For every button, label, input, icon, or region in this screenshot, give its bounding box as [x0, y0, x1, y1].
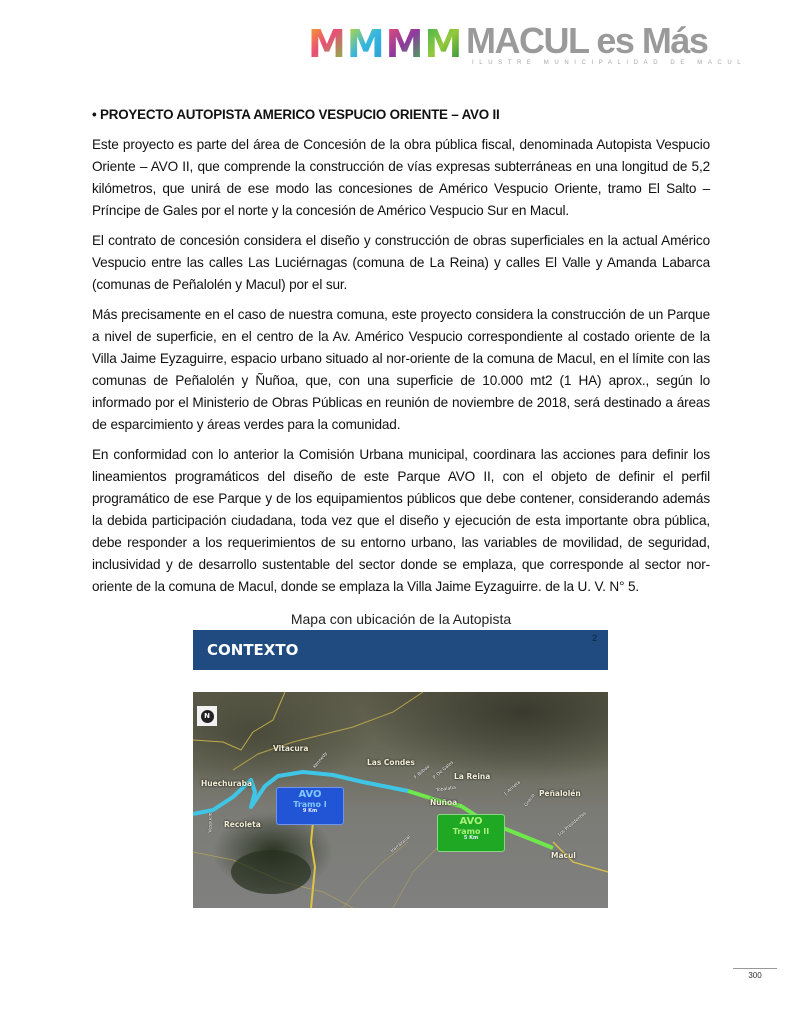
footer-divider [733, 968, 777, 969]
map-label-nunoa: Ñuñoa [430, 798, 458, 807]
context-title: CONTEXTO [207, 641, 299, 659]
street-label: Grecia [524, 793, 537, 808]
street-label: Vespucio [208, 812, 214, 833]
logo-wordmark: MACUL es Más [466, 20, 708, 61]
tramo-2-length: 5 Km [463, 834, 479, 841]
compass-icon: N [197, 706, 217, 726]
logo-letter: M [385, 22, 423, 66]
tramo-2-badge [437, 814, 505, 852]
tramo-1-name: Tramo I [293, 799, 327, 809]
logo-mark [308, 22, 462, 66]
street-label: J. Arrieta [503, 780, 522, 797]
street-label: Los Presidentes [557, 811, 588, 838]
section-heading: • PROYECTO AUTOPISTA AMERICO VESPUCIO ORIENTE – AVO II [92, 107, 500, 122]
street-label: P. De Gales [432, 760, 455, 781]
map-label-la-reina: La Reina [454, 772, 491, 781]
map-label-recoleta: Recoleta [224, 820, 261, 829]
street-label: Kennedy [312, 751, 329, 770]
satellite-map [193, 692, 608, 908]
tramo-1-badge [276, 787, 344, 825]
paragraph: El contrato de concesión considera el diseño y construcción de obras superficiales en la actual Américo Vespucio entre las calles Las Luciérnagas (comuna de La Reina) y calles El Valle y Amanda Labarca (comunas de Peñalolén y Macul) por el sur. [92, 233, 710, 292]
tramo-2-name: Tramo II [452, 826, 490, 836]
map-label-penalolen: Peñalolén [539, 789, 581, 798]
slide-number: 2 [591, 633, 597, 643]
map-label-las-condes: Las Condes [367, 758, 415, 767]
paragraph: Este proyecto es parte del área de Concesión de la obra pública fiscal, denominada Autopista Vespucio Oriente – AVO II, que comprende la construcción de vías expresas subterráneas en una longitud de 5,2 kilómetros, que unirá de ese modo las concesiones de Américo Vespucio Oriente, tramo El Salto –Príncipe de Gales por el norte y la concesión de Américo Vespucio Sur en Macul. [92, 137, 710, 218]
street-label: Tobalaba [435, 785, 457, 794]
map-label-macul: Macul [551, 851, 576, 860]
logo-letter: M [308, 22, 345, 66]
map-label-huechuraba: Huechuraba [201, 779, 253, 788]
street-label: Irarrázaval [390, 834, 412, 855]
page-number: 300 [748, 971, 762, 980]
logo-letter: M [346, 22, 384, 66]
paragraph: Más precisamente en el caso de nuestra comuna, este proyecto considera la construcción de un Parque a nivel de superficie, en el centro de la Av. Américo Vespucio correspondiente al costado oriente de la Villa Jaime Eyzaguirre, espacio urbano situado al nor-oriente de la comuna de Macul, en el límite con las comunas de Peñalolén y Ñuñoa, que, con una superficie de 10.000 mt2 (1 HA) aprox., según lo informado por el Ministerio de Obras Públicas en reunión de noviembre de 2018, será destinado a áreas de esparcimiento y áreas verdes para la comunidad. [92, 307, 710, 432]
tramo-2-title: AVO [459, 816, 483, 827]
map-label-vitacura: Vitacura [273, 744, 309, 753]
document-body [92, 107, 710, 606]
tramo-1-title: AVO [298, 789, 322, 800]
tramo-1-length: 9 Km [302, 807, 318, 814]
map-routes [193, 692, 608, 908]
paragraph: En conformidad con lo anterior la Comisión Urbana municipal, coordinara las acciones para definir los lineamientos programáticos del diseño de este Parque AVO II, con el objeto de definir el perfil programático de ese Parque y de los equipamientos públicos que debe contener, considerando además la debida participación ciudadana, toda vez que el diseño y ejecución de esta importante obra pública, debe responder a los requerimientos de su entorno urbano, las variables de movilidad, de seguridad, inclusividad y de desarrollo sustentable del sector donde se emplaza, que corresponde al sector nor-oriente de la comuna de Macul, donde se emplaza la Villa Jaime Eyzaguirre. de la U. V. N° 5. [92, 447, 710, 594]
logo-subtitle: ILUSTRE MUNICIPALIDAD DE MACUL [472, 60, 747, 66]
logo-letter: M [424, 22, 462, 66]
figure-caption: Mapa con ubicación de la Autopista [290, 611, 512, 627]
municipality-logo [308, 20, 747, 70]
street-label: F. Bilbao [413, 764, 432, 781]
map-figure [193, 630, 608, 908]
context-banner [193, 630, 608, 670]
